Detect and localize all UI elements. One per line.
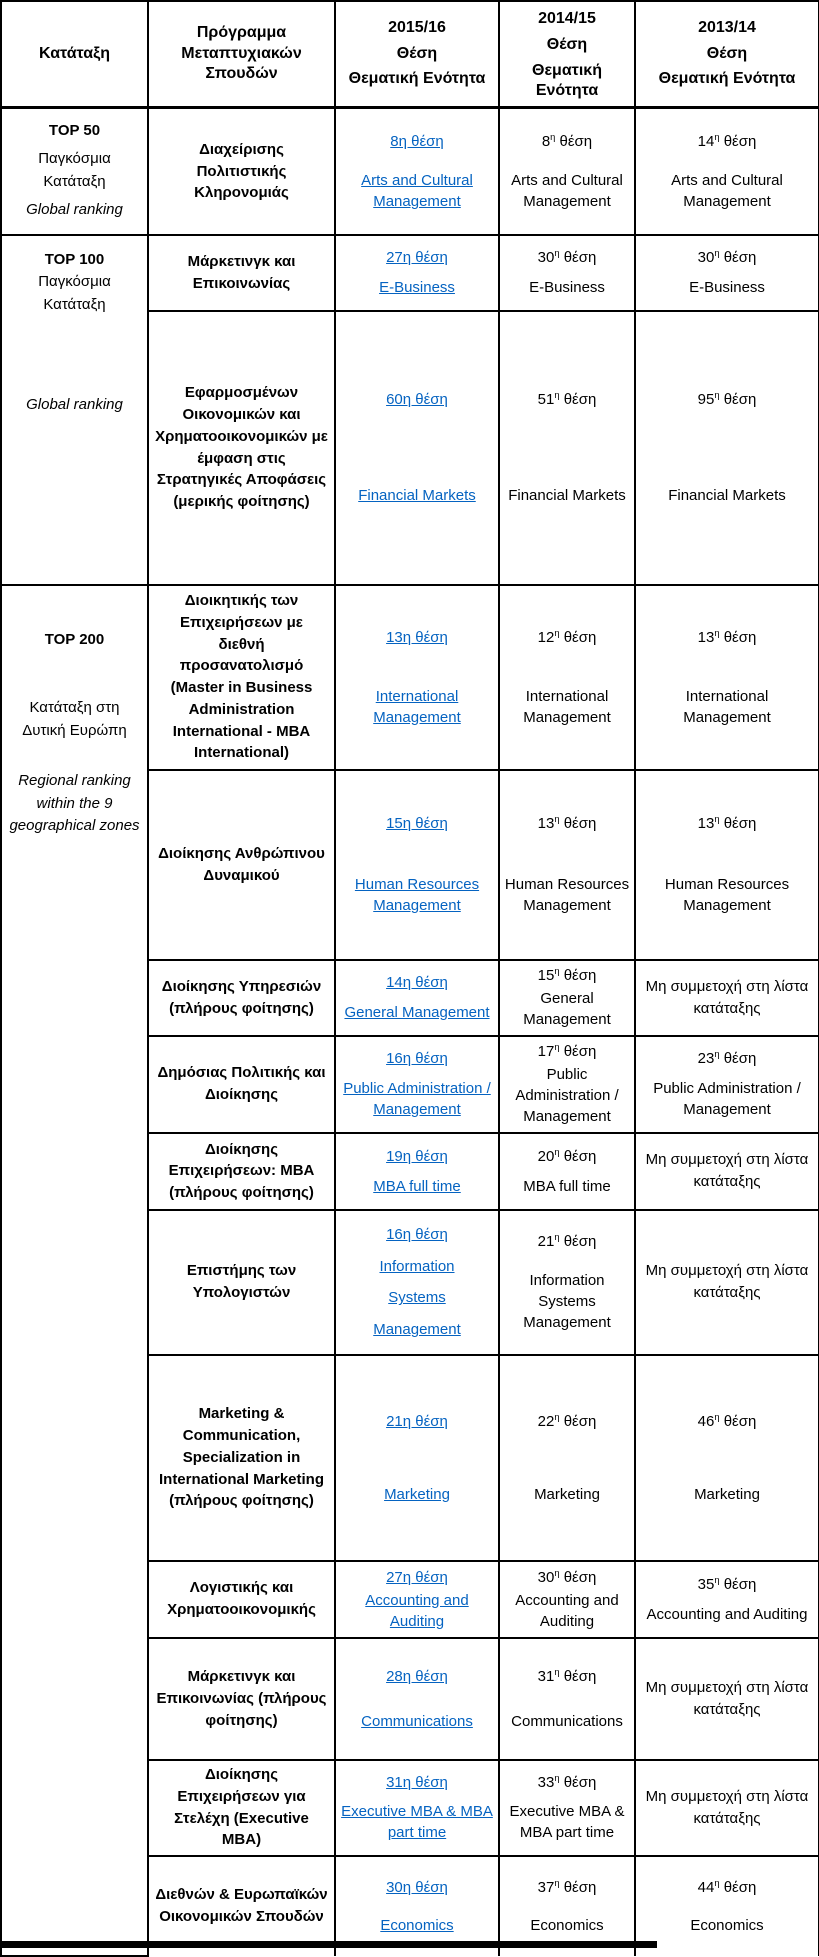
position-text — [698, 389, 757, 410]
ordinal-suffix: η — [714, 1411, 720, 1422]
cell-2013-14 — [635, 1760, 819, 1856]
position-number: 30 — [537, 1568, 555, 1586]
unit-column-label: Θεματική Ενότητα — [348, 70, 486, 88]
ordinal-suffix: η — [554, 1567, 560, 1578]
cell-2014-15 — [499, 960, 635, 1036]
program-name: Διοίκησης Επιχειρήσεων για Στελέχη (Executive MBA) — [174, 1766, 309, 1849]
ranking-group-cell — [1, 235, 148, 585]
position-word: θέση — [723, 628, 757, 646]
position-word: θέση — [563, 1878, 597, 1896]
cell-2013-14 — [635, 1036, 819, 1133]
program-name: Εφαρμοσμένων Οικονομικών και Χρηματοοικονομικών με έμφαση στις Στρατηγικές Αποφάσεις (μερικής φοίτησης) — [155, 384, 328, 511]
cell-2015-16 — [335, 311, 499, 585]
ordinal-suffix: η — [714, 131, 720, 142]
program-cell — [148, 235, 335, 311]
subject-link[interactable]: Accounting and Auditing — [365, 1591, 469, 1630]
season-label: 2015/16 — [388, 18, 446, 36]
no-participation-text: Μη συμμετοχή στη λίστα κατάταξης — [645, 1678, 809, 1718]
subject-text: Human Resources Management — [504, 876, 630, 914]
cell-2013-14 — [635, 311, 819, 585]
cell-2013-14 — [635, 770, 819, 960]
subject-text: General Management — [523, 990, 611, 1028]
position-link[interactable]: 30η θέση — [386, 1878, 448, 1896]
position-word: θέση — [723, 132, 757, 150]
header-ranking-label: Κατάταξη — [39, 44, 110, 62]
subject-link[interactable]: MBA full time — [373, 1177, 461, 1195]
position-word: θέση — [563, 815, 597, 833]
table-row — [1, 235, 819, 311]
program-name: Διαχείρισης Πολιτιστικής Κληρονομιάς — [194, 140, 289, 202]
position-text — [538, 1041, 597, 1062]
cell-2013-14 — [635, 1638, 819, 1760]
position-number: 13 — [697, 628, 715, 646]
ordinal-suffix: η — [554, 966, 560, 977]
ordinal-suffix: η — [714, 1877, 720, 1888]
subject-link[interactable]: Economics — [380, 1916, 454, 1934]
program-name: Διοίκησης Επιχειρήσεων: MBA (πλήρους φοίτησης) — [168, 1140, 315, 1202]
position-word: θέση — [563, 1774, 597, 1792]
position-number: 12 — [537, 628, 555, 646]
position-text — [538, 1567, 597, 1588]
cell-2015-16 — [335, 585, 499, 770]
cell-2014-15 — [499, 1036, 635, 1133]
cell-2015-16 — [335, 1760, 499, 1856]
subject-link[interactable]: Arts and Cultural Management — [361, 172, 473, 211]
program-name: Μάρκετινγκ και Επικοινωνίας (πλήρους φοίτησης) — [156, 1668, 327, 1729]
subject-text: Communications — [511, 1712, 623, 1730]
program-name: Λογιστικής και Χρηματοοικονομικής — [167, 1579, 316, 1619]
ordinal-suffix: η — [554, 1411, 560, 1422]
subject-text: Information Systems Management — [523, 1272, 611, 1331]
ordinal-suffix: η — [714, 1574, 720, 1585]
position-text — [538, 1877, 597, 1898]
cell-2015-16 — [335, 1355, 499, 1561]
ranking-group-title: TOP 100 — [44, 250, 105, 268]
subject-text: MBA full time — [523, 1177, 611, 1195]
cell-2015-16 — [335, 235, 499, 311]
cell-2014-15 — [499, 1355, 635, 1561]
position-link[interactable]: 60η θέση — [386, 391, 448, 409]
cell-2015-16 — [335, 1210, 499, 1355]
ranking-group-subtitle: Παγκόσμια Κατάταξη — [38, 273, 111, 313]
position-text — [698, 247, 757, 268]
no-participation-text: Μη συμμετοχή στη λίστα κατάταξης — [645, 1787, 809, 1827]
position-word: θέση — [563, 249, 597, 267]
position-text — [538, 965, 597, 986]
subject-text: Public Administration / Management — [515, 1066, 619, 1125]
position-text — [698, 813, 757, 834]
position-link[interactable]: 13η θέση — [386, 628, 448, 646]
position-word: θέση — [723, 1575, 757, 1593]
position-link[interactable]: 8η θέση — [390, 132, 444, 150]
cell-2015-16 — [335, 770, 499, 960]
subject-link[interactable]: Management — [373, 1321, 461, 1339]
position-text — [538, 627, 597, 648]
position-word: θέση — [723, 1050, 757, 1068]
ranking-group-title: TOP 50 — [48, 121, 101, 139]
season-label: 2013/14 — [698, 18, 756, 36]
position-column-label: Θέση — [396, 44, 438, 62]
header-row — [1, 1, 819, 108]
no-participation-text: Μη συμμετοχή στη λίστα κατάταξης — [645, 977, 809, 1017]
position-word: θέση — [563, 628, 597, 646]
cell-2013-14 — [635, 1133, 819, 1210]
position-text — [538, 1146, 597, 1167]
position-text — [698, 1411, 757, 1432]
ranking-group-cell — [1, 108, 148, 235]
position-word: θέση — [723, 391, 757, 409]
program-cell — [148, 108, 335, 235]
position-number: 46 — [697, 1412, 715, 1430]
ordinal-suffix: η — [554, 1773, 560, 1784]
position-link[interactable]: 27η θέση — [386, 249, 448, 267]
subject-text: Accounting and Auditing — [515, 1591, 619, 1630]
program-cell — [148, 960, 335, 1036]
position-word: θέση — [563, 391, 597, 409]
cell-2013-14 — [635, 108, 819, 235]
ranking-group-note: Global ranking — [26, 396, 123, 414]
subject-text: Financial Markets — [508, 487, 626, 504]
position-text — [698, 1048, 757, 1069]
position-number: 30 — [537, 249, 555, 267]
position-text — [698, 1574, 757, 1595]
program-cell — [148, 1355, 335, 1561]
cell-2015-16 — [335, 108, 499, 235]
subject-text: International Management — [523, 687, 611, 726]
cell-2014-15 — [499, 108, 635, 235]
table-row — [1, 585, 819, 770]
ordinal-suffix: η — [550, 131, 556, 142]
position-number: 17 — [537, 1043, 555, 1061]
ranking-group-cell — [1, 585, 148, 1956]
subject-text: Arts and Cultural Management — [671, 172, 783, 211]
position-text — [538, 247, 597, 268]
position-word: θέση — [723, 1878, 757, 1896]
position-word: θέση — [559, 132, 593, 150]
subject-text: E-Business — [529, 279, 605, 296]
position-text — [542, 131, 592, 152]
header-2013-14 — [635, 1, 819, 108]
subject-link[interactable]: Information — [379, 1257, 455, 1275]
program-cell — [148, 585, 335, 770]
subject-link[interactable]: Communications — [361, 1712, 473, 1730]
ordinal-suffix: η — [554, 1042, 560, 1053]
cell-2015-16 — [335, 1638, 499, 1760]
position-number: 15 — [537, 967, 555, 985]
position-number: 35 — [697, 1575, 715, 1593]
position-word: θέση — [563, 1412, 597, 1430]
position-number: 20 — [537, 1147, 555, 1165]
position-word: θέση — [723, 815, 757, 833]
cell-2014-15 — [499, 1133, 635, 1210]
subject-link[interactable]: E-Business — [379, 279, 455, 296]
program-name: Μάρκετινγκ και Επικοινωνίας — [187, 252, 296, 292]
subject-link[interactable]: Human Resources Management — [354, 876, 480, 914]
position-number: 22 — [537, 1412, 555, 1430]
position-number: 8 — [541, 132, 551, 150]
cell-2014-15 — [499, 1210, 635, 1355]
subject-text: Financial Markets — [668, 487, 786, 504]
subject-text: International Management — [683, 687, 771, 726]
position-word: θέση — [563, 1043, 597, 1061]
subject-link[interactable]: Executive MBA & MBA part time — [341, 1803, 493, 1842]
position-text — [538, 1666, 597, 1687]
position-text — [698, 1877, 757, 1898]
program-cell — [148, 1036, 335, 1133]
cell-2015-16 — [335, 960, 499, 1036]
ordinal-suffix: η — [554, 1146, 560, 1157]
subject-text: Public Administration / Management — [653, 1080, 801, 1118]
cell-2014-15 — [499, 585, 635, 770]
subject-link[interactable]: Systems — [388, 1289, 446, 1307]
cell-2014-15 — [499, 1561, 635, 1638]
subject-link[interactable]: Marketing — [384, 1485, 450, 1503]
position-link[interactable]: 14η θέση — [386, 974, 448, 992]
table-bottom-border — [0, 1941, 657, 1948]
program-cell — [148, 1760, 335, 1856]
subject-text: Marketing — [694, 1485, 760, 1503]
subject-link[interactable]: Public Administration / Management — [343, 1080, 491, 1118]
subject-text: Executive MBA & MBA part time — [509, 1803, 625, 1842]
position-number: 37 — [537, 1878, 555, 1896]
ordinal-suffix: η — [554, 1877, 560, 1888]
ordinal-suffix: η — [554, 627, 560, 638]
position-number: 23 — [697, 1050, 715, 1068]
position-link[interactable]: 31η θέση — [386, 1774, 448, 1792]
subject-text: Accounting and Auditing — [646, 1605, 808, 1623]
table-row — [1, 108, 819, 235]
subject-text: Arts and Cultural Management — [511, 172, 623, 211]
position-word: θέση — [563, 967, 597, 985]
ordinal-suffix: η — [554, 1232, 560, 1243]
position-word: θέση — [563, 1667, 597, 1685]
position-text — [698, 131, 757, 152]
program-name: Δημόσιας Πολιτικής και Διοίκησης — [157, 1064, 326, 1104]
position-number: 44 — [697, 1878, 715, 1896]
subject-text: Human Resources Management — [664, 876, 790, 914]
ordinal-suffix: η — [554, 248, 560, 259]
program-cell — [148, 311, 335, 585]
position-text — [538, 813, 597, 834]
cell-2013-14 — [635, 1210, 819, 1355]
position-column-label: Θέση — [706, 44, 748, 62]
cell-2014-15 — [499, 1638, 635, 1760]
position-number: 31 — [537, 1667, 555, 1685]
ranking-group-subtitle: Παγκόσμια Κατάταξη — [38, 150, 111, 190]
cell-2014-15 — [499, 1760, 635, 1856]
position-word: θέση — [563, 1568, 597, 1586]
cell-2013-14 — [635, 585, 819, 770]
cell-2015-16 — [335, 1036, 499, 1133]
cell-2015-16 — [335, 1133, 499, 1210]
position-number: 13 — [697, 815, 715, 833]
program-name: Διοίκησης Ανθρώπινου Δυναμικού — [158, 844, 325, 884]
position-link[interactable]: 15η θέση — [386, 815, 448, 833]
ranking-group-subtitle: Κατάταξη στη Δυτική Ευρώπη — [22, 699, 127, 739]
position-text — [698, 627, 757, 648]
cell-2013-14 — [635, 1561, 819, 1638]
position-number: 51 — [537, 391, 555, 409]
position-text — [538, 389, 597, 410]
no-participation-text: Μη συμμετοχή στη λίστα κατάταξης — [645, 1262, 809, 1302]
ordinal-suffix: η — [714, 627, 720, 638]
header-2015-16 — [335, 1, 499, 108]
position-number: 13 — [537, 815, 555, 833]
cell-2014-15 — [499, 235, 635, 311]
position-text — [538, 1411, 597, 1432]
program-name: Επιστήμης των Υπολογιστών — [186, 1262, 297, 1302]
ordinal-suffix: η — [714, 390, 720, 401]
ordinal-suffix: η — [714, 1049, 720, 1060]
position-link[interactable]: 16η θέση — [386, 1226, 448, 1244]
cell-2013-14 — [635, 1856, 819, 1956]
program-name: Διεθνών & Ευρωπαϊκών Οικονομικών Σπουδών — [155, 1886, 328, 1926]
ranking-group-note: Global ranking — [26, 200, 123, 218]
ranking-group-title: TOP 200 — [44, 630, 105, 648]
subject-text: E-Business — [689, 279, 765, 296]
position-number: 14 — [697, 132, 715, 150]
position-link[interactable]: 28η θέση — [386, 1667, 448, 1685]
header-ranking — [1, 1, 148, 108]
program-name: Διοίκησης Υπηρεσιών (πλήρους φοίτησης) — [161, 977, 322, 1017]
ordinal-suffix: η — [554, 390, 560, 401]
position-word: θέση — [723, 1412, 757, 1430]
cell-2015-16 — [335, 1561, 499, 1638]
subject-text: Economics — [690, 1916, 764, 1934]
cell-2013-14 — [635, 1355, 819, 1561]
program-cell — [148, 1638, 335, 1760]
program-name: Marketing & Communication, Specialization in International Marketing (πλήρους φοίτησης) — [158, 1405, 325, 1510]
subject-text: Marketing — [534, 1485, 600, 1503]
position-text — [538, 1772, 597, 1793]
season-label: 2014/15 — [538, 10, 596, 27]
ordinal-suffix: η — [714, 248, 720, 259]
header-program — [148, 1, 335, 108]
position-column-label: Θέση — [546, 35, 588, 53]
cell-2013-14 — [635, 960, 819, 1036]
no-participation-text: Μη συμμετοχή στη λίστα κατάταξης — [645, 1151, 809, 1191]
position-link[interactable]: 27η θέση — [386, 1568, 448, 1586]
subject-link[interactable]: Financial Markets — [358, 487, 476, 504]
header-2014-15 — [499, 1, 635, 108]
program-cell — [148, 1133, 335, 1210]
ranking-group-note: Regional ranking within the 9 geographical zones — [9, 772, 140, 835]
position-link[interactable]: 16η θέση — [386, 1050, 448, 1068]
cell-2014-15 — [499, 770, 635, 960]
program-cell — [148, 1210, 335, 1355]
position-word: θέση — [563, 1147, 597, 1165]
program-cell — [148, 770, 335, 960]
ordinal-suffix: η — [554, 1666, 560, 1677]
subject-link[interactable]: General Management — [344, 1004, 490, 1021]
unit-column-label: Θεματική Ενότητα — [532, 61, 602, 100]
ordinal-suffix: η — [554, 814, 560, 825]
position-number: 33 — [537, 1774, 555, 1792]
position-link[interactable]: 19η θέση — [386, 1147, 448, 1165]
program-name: Διοικητικής των Επιχειρήσεων με διεθνή προσανατολισμό (Master in Business Administration International - MBA International) — [170, 592, 313, 762]
cell-2014-15 — [499, 311, 635, 585]
position-text — [538, 1231, 597, 1252]
ordinal-suffix: η — [714, 814, 720, 825]
position-number: 30 — [697, 249, 715, 267]
position-word: θέση — [563, 1233, 597, 1251]
unit-column-label: Θεματική Ενότητα — [658, 70, 796, 88]
subject-link[interactable]: International Management — [373, 687, 461, 726]
cell-2013-14 — [635, 235, 819, 311]
position-number: 95 — [697, 391, 715, 409]
subject-text: Economics — [530, 1916, 604, 1934]
program-cell — [148, 1561, 335, 1638]
header-program-label: Πρόγραμμα Μεταπτυχιακών Σπουδών — [181, 23, 302, 83]
position-number: 21 — [537, 1233, 555, 1251]
position-link[interactable]: 21η θέση — [386, 1412, 448, 1430]
position-word: θέση — [723, 249, 757, 267]
